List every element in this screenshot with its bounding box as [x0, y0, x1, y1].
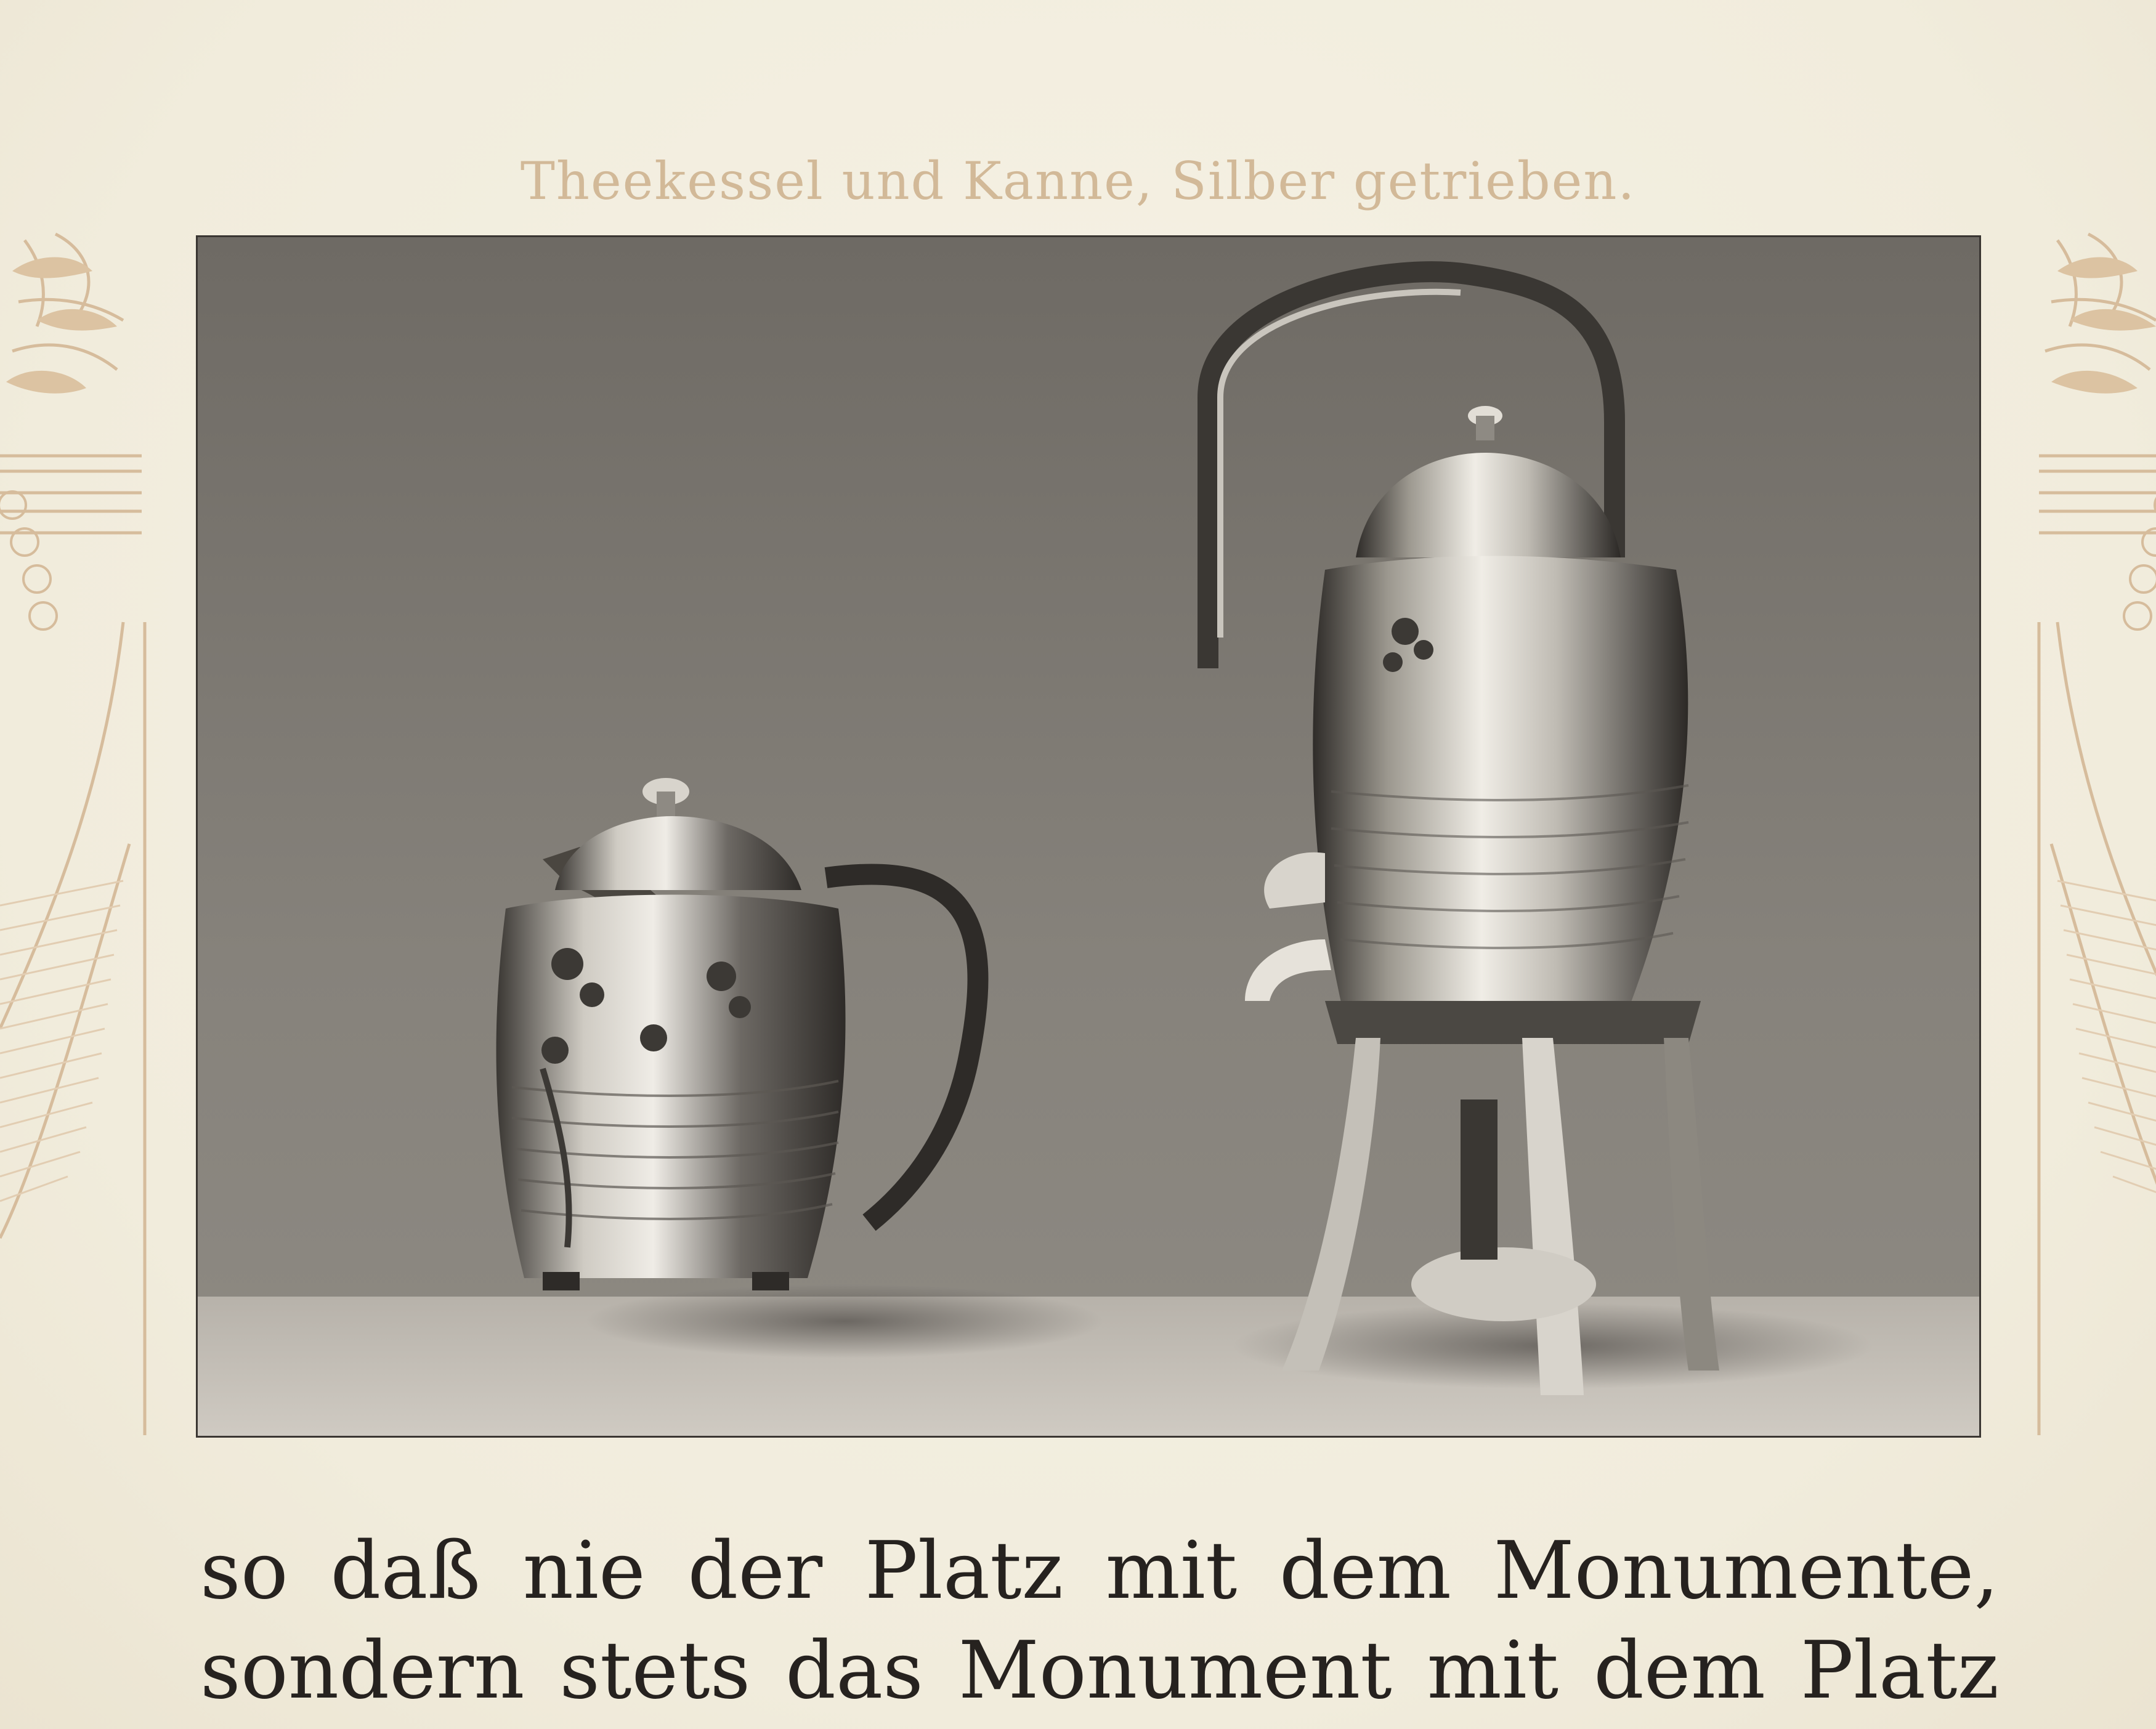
body-text-line: so daß nie der Platz mit dem Monumente, [200, 1525, 1999, 1617]
body-text-line: sondern stets das Monument mit dem Platz [200, 1625, 1999, 1717]
plate-caption: Theekessel und Kanne, Silber getrieben. [520, 151, 1636, 211]
floral-ornament-icon [2033, 228, 2156, 1448]
floral-ornament-icon [0, 228, 148, 1448]
photograph-icon [198, 237, 1979, 1436]
body-text [200, 1521, 1999, 1721]
plate-photograph [196, 235, 1981, 1438]
